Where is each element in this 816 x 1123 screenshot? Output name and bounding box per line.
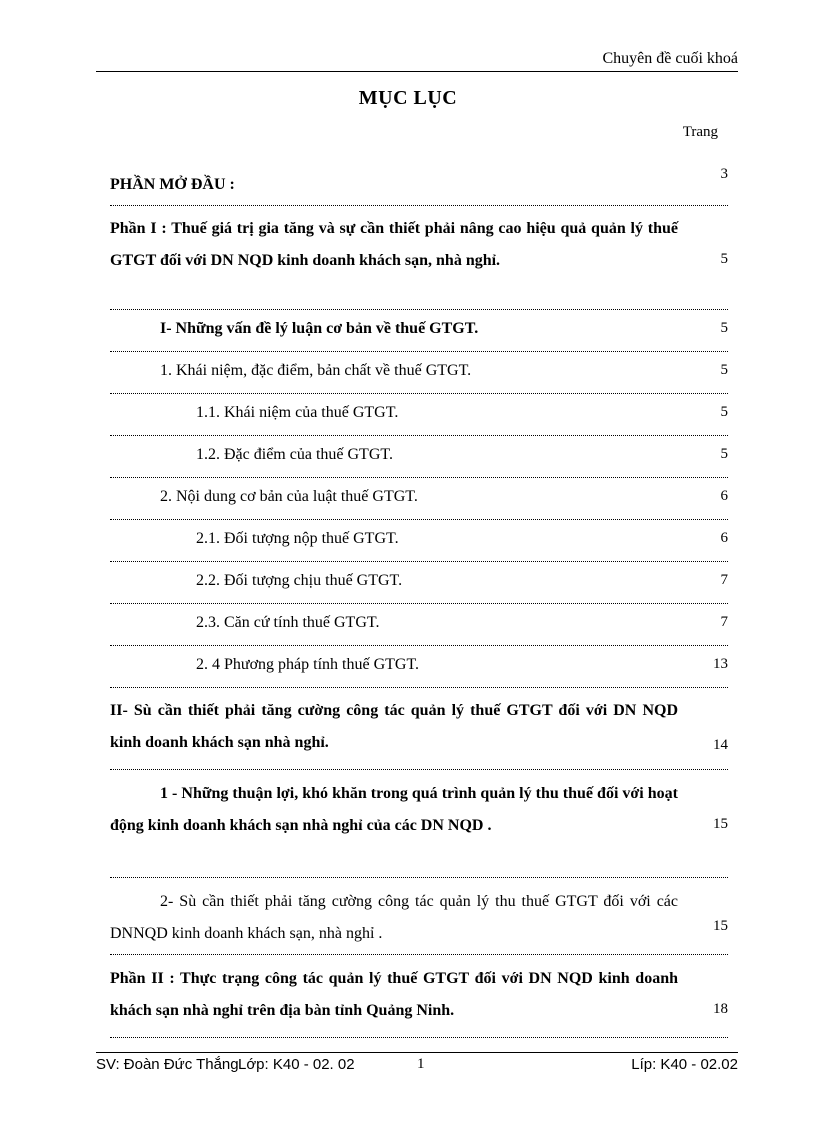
toc-entry-page: 5 — [720, 251, 728, 267]
toc-entry[interactable] — [110, 478, 728, 520]
footer-rule — [96, 1052, 738, 1053]
toc-entry[interactable] — [110, 646, 728, 688]
toc-entry[interactable] — [110, 160, 728, 206]
toc-entry[interactable] — [110, 394, 728, 436]
toc-entry-text: Phần II : Thực trạng công tác quản lý thuế GTGT đối với DN NQD kinh doanh khách sạn nhà nghỉ trên địa bàn tỉnh Quảng Ninh. — [110, 970, 678, 1019]
toc-entry-page: 5 — [720, 362, 728, 378]
toc-entry[interactable] — [110, 310, 728, 352]
toc-entry-page: 15 — [713, 816, 728, 832]
toc-entry[interactable] — [110, 878, 728, 955]
toc-entry-text: I- Những vấn đề lý luận cơ bản về thuế GTGT. — [160, 320, 479, 337]
toc-entry-text: 2. Nội dung cơ bản của luật thuế GTGT. — [160, 488, 418, 505]
toc-entry-page: 7 — [720, 614, 728, 630]
toc-entry[interactable] — [110, 688, 728, 770]
footer-class-right: Líp: K40 - 02.02 — [631, 1056, 738, 1073]
toc-entry-text: II- Sù cần thiết phải tăng cường công tác quản lý thuế GTGT đối với DN NQD kinh doanh khách sạn nhà nghỉ. — [110, 702, 678, 751]
toc-entry[interactable] — [110, 955, 728, 1038]
toc-entry[interactable] — [110, 436, 728, 478]
toc-entry[interactable] — [110, 206, 728, 310]
toc-entry-page: 15 — [713, 918, 728, 934]
toc-entry-text: PHẦN MỞ ĐẦU : — [110, 176, 235, 193]
toc-entry-text: 1.1. Khái niệm của thuế GTGT. — [196, 404, 399, 421]
toc-entry-text: 1.2. Đặc điểm của thuế GTGT. — [196, 446, 393, 463]
toc-entry-text: 2- Sù cần thiết phải tăng cường công tác quản lý thu thuế GTGT đối với các DNNQD kinh doanh khách sạn, nhà nghỉ . — [110, 893, 678, 942]
footer-page-number: 1 — [417, 1056, 425, 1072]
toc-entry[interactable] — [110, 562, 728, 604]
toc-entry[interactable] — [110, 604, 728, 646]
toc-entry[interactable] — [110, 352, 728, 394]
header-text: Chuyên đề cuối khoá — [602, 50, 738, 67]
toc-entry-text: 1 - Những thuận lợi, khó khăn trong quá trình quản lý thu thuế đối với hoạt động kinh doanh khách sạn nhà nghỉ của các DN NQD . — [110, 785, 678, 834]
toc-entry[interactable] — [110, 520, 728, 562]
toc-entry-text: 2. 4 Phương pháp tính thuế GTGT. — [196, 656, 420, 673]
toc-entry-text: 2.1. Đối tượng nộp thuế GTGT. — [196, 530, 399, 547]
toc-entry-text: 2.3. Căn cứ tính thuế GTGT. — [196, 614, 380, 631]
toc-entry-page: 14 — [713, 737, 728, 753]
footer-student: SV: Đoàn Đức Thắng — [96, 1056, 239, 1073]
toc-entry-text: 1. Khái niệm, đặc điểm, bản chất về thuế GTGT. — [160, 362, 472, 379]
toc-entry-page: 13 — [713, 656, 728, 672]
page-title: MỤC LỤC — [358, 87, 458, 109]
header-rule — [96, 71, 738, 72]
toc-entry-page: 6 — [720, 488, 728, 504]
toc-entry[interactable] — [110, 770, 728, 878]
toc-entry-page: 5 — [720, 320, 728, 336]
toc-entry-page: 5 — [720, 404, 728, 420]
toc-entry-text: Phần I : Thuế giá trị gia tăng và sự cần thiết phải nâng cao hiệu quả quản lý thuế GTGT đối với DN NQD kinh doanh khách sạn, nhà nghỉ. — [110, 220, 678, 269]
toc-entry-page: 3 — [720, 166, 728, 182]
page-column-label: Trang — [682, 124, 718, 140]
footer-class-left: Lớp: K40 - 02. 02 — [238, 1056, 355, 1073]
toc-entry-page: 7 — [720, 572, 728, 588]
toc-entry-text: 2.2. Đối tượng chịu thuế GTGT. — [196, 572, 403, 589]
table-of-contents — [110, 160, 728, 1038]
toc-entry-page: 18 — [713, 1001, 728, 1017]
toc-entry-page: 5 — [720, 446, 728, 462]
toc-entry-page: 6 — [720, 530, 728, 546]
